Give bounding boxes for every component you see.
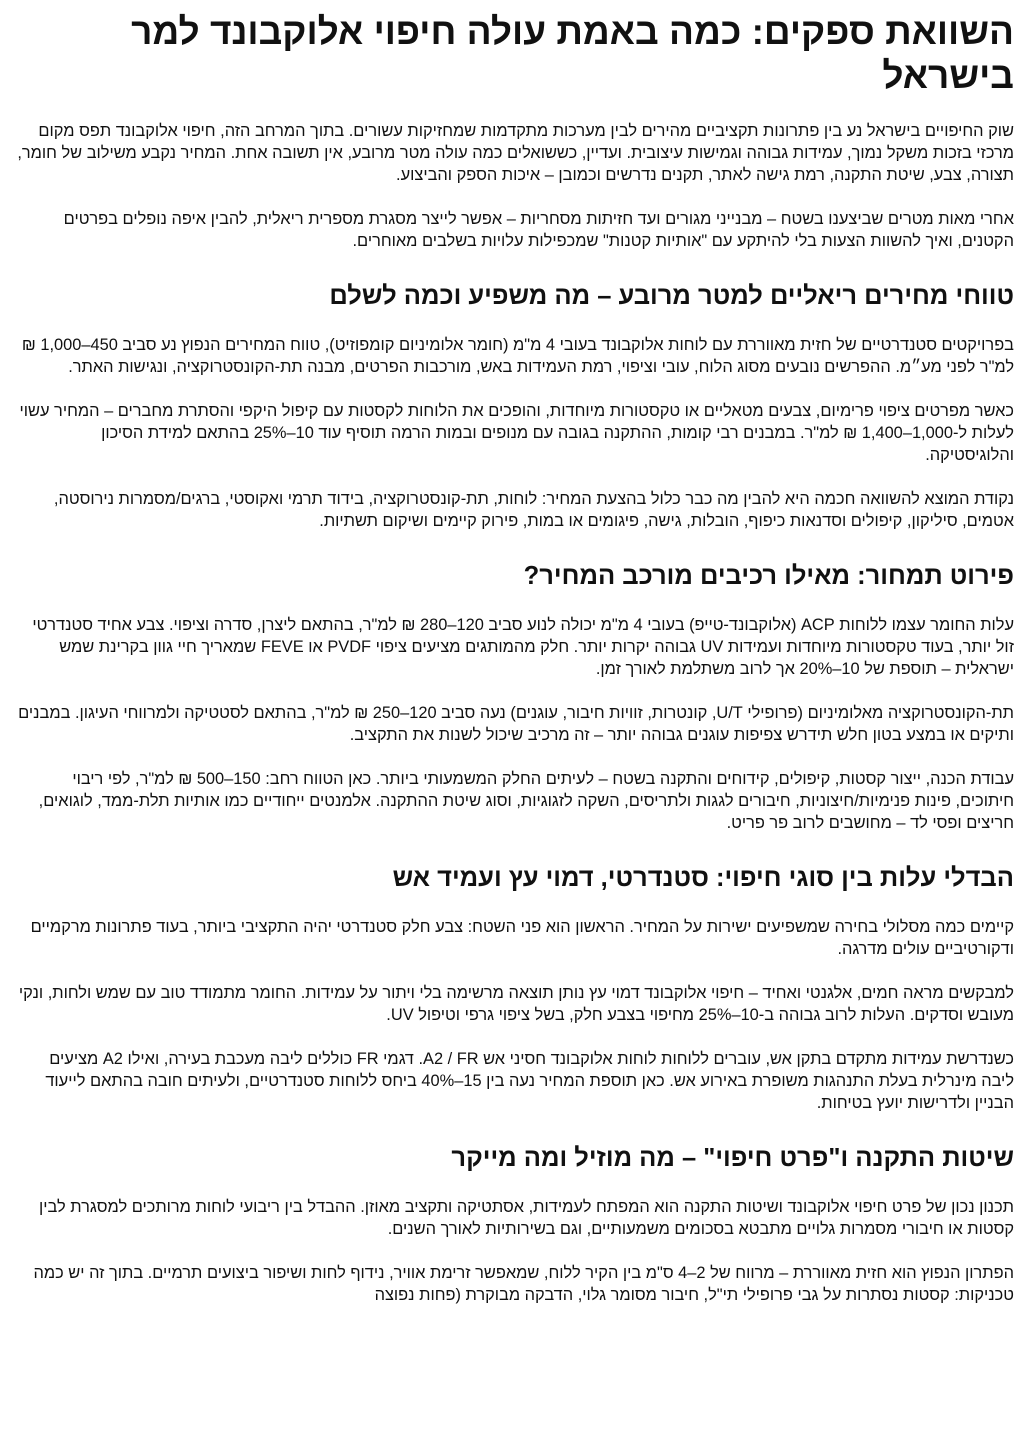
section-heading-installation-methods: שיטות התקנה ו"פרט חיפוי" – מה מוזיל ומה מייקר [451,1144,1014,1172]
section-2-paragraph-3: עבודת הכנה, ייצור קסטות, קיפולים, קידוחים והתקנה בשטח – לעיתים החלק המשמעותי ביותר. כאן הטווח רחב: 150–500 ₪ למ"ר, לפי ריבוי חיתוכים, פינות פנימיות/חיצוניות, חיבורים לגגות ולתריסים, השקה לזגוגיות, וסוג שיטת ההתקנה. אלמנטים ייחודיים כמו אותיות תלת-ממד, לוגואים, חריצים ופסי לד – מחושבים לרוב פר פריט. [38,770,1014,832]
section-heading-cladding-types: הבדלי עלות בין סוגי חיפוי: סטנדרטי, דמוי עץ ועמיד אש [392,864,1014,892]
section-heading-pricing-breakdown: פירוט תמחור: מאילו רכיבים מורכב המחיר? [523,562,1014,590]
section-1-paragraph-3: נקודת המוצא להשוואה חכמה היא להבין מה כבר כלול בהצעת המחיר: לוחות, תת-קונסטרוקציה, בידוד תרמי ואקוסטי, ברגים/מסמרות נירוסטה, אטמים, סיליקון, קיפולים וסדנאות כיפוף, הובלות, גישה, פיגומים או במות, פירוק קיימים ושיקום תשתיות. [53,490,1014,530]
section-3-paragraph-2: למבקשים מראה חמים, אלגנטי ואחיד – חיפוי אלוקבונד דמוי עץ נותן תוצאה מרשימה בלי ויתור על עמידות. החומר מתמודד טוב עם שמש ולחות, ונקי מעובש וסדקים. העלות לרוב גבוהה ב-10–25% מחיפוי בצבע חלק, בשל ציפוי גרפי וטיפול UV. [18,984,1014,1024]
section-heading-price-ranges: טווחי מחירים ריאליים למטר מרובע – מה משפיע וכמה לשלם [329,282,1014,310]
intro-paragraph-1: שוק החיפויים בישראל נע בין פתרונות תקציביים מהירים לבין מערכות מתקדמות שמחזיקות עשורים. בתוך המרחב הזה, חיפוי אלוקבונד תפס מקום מרכזי בזכות משקל נמוך, עמידות גבוהה וגמישות עיצובית. ועדיין, כששואלים כמה עולה מטר מרובע, אין תשובה אחת. המחיר נקבע משילוב של חומר, תצורה, צבע, שיטת התקנה, רמת גישה לאתר, תקנים נדרשים וכמובן – איכות הספק והביצוע. [17,122,1014,184]
section-4-paragraph-2: הפתרון הנפוץ הוא חזית מאווררת – מרווח של 2–4 ס"מ בין הקיר ללוח, שמאפשר זרימת אוויר, נידוף לחות ושיפור ביצועים תרמיים. בתוך זה יש כמה טכניקות: קסטות נסתרות על גבי פרופילי תי"ל, חיבור מסומר גלוי, הדבקה מבוקרת (פחות נפוצה [33,1264,1014,1304]
section-1-paragraph-2: כאשר מפרטים ציפוי פרימיום, צבעים מטאליים או טקסטורות מיוחדות, והופכים את הלוחות לקסטות עם קיפול היקפי והסתרת מחברים – המחיר עשוי לעלות ל-1,000–1,400 ₪ למ"ר. במבנים רבי קומות, ההתקנה בגובה עם מנופים ובמות הרמה תוסיף עוד 10–25% בהתאם למידת הסיכון והלוגיסטיקה. [19,402,1014,464]
intro-paragraph-2: אחרי מאות מטרים שביצענו בשטח – מבנייני מגורים ועד חזיתות מסחריות – אפשר לייצר מסגרת מספרית ריאלית, להבין איפה נופלים בפרטים הקטנים, ואיך להשוות הצעות בלי להיתקע עם "אותיות קטנות" שמכפילות עלויות בשלבים מאוחרים. [63,210,1014,250]
section-2-paragraph-2: תת-הקונסטרוקציה מאלומיניום (פרופילי U/T, קונטרות, זוויות חיבור, עוגנים) נעה סביב 120–250 ₪ למ"ר, בהתאם לסטטיקה ולמרווחי העיגון. במבנים ותיקים או במצע בטון חלש תידרש צפיפות עוגנים גבוהה יותר – זה מרכיב שיכול לשנות את התקציב. [18,704,1014,744]
section-3-paragraph-3: כשנדרשת עמידות מתקדם בתקן אש, עוברים ללוחות לוחות אלוקבונד חסיני אש A2 / FR. דגמי FR כוללים ליבה מעכבת בעירה, ואילו A2 מציעים ליבה מינרלית בעלת התנהגות משופרת באירוע אש. כאן תוספת המחיר נעה בין 15–40% ביחס ללוחות סטנדרטיים, ולעיתים חובה בהתאם לייעוד הבניין ולדרישות יועץ בטיחות. [45,1050,1014,1112]
section-4-paragraph-1: תכנון נכון של פרט חיפוי אלוקבונד ושיטות התקנה הוא המפתח לעמידות, אסתטיקה ותקציב מאוזן. ההבדל בין ריבועי לוחות מרותכים למסגרת לבין קסטות או חיבורי מסמרות גלויים מתבטא בסכומים משמעותיים, וגם בשירותיות לאורך השנים. [39,1198,1014,1238]
section-3-paragraph-1: קיימים כמה מסלולי בחירה שמשפיעים ישירות על המחיר. הראשון הוא פני השטח: צבע חלק סטנדרטי יהיה התקציבי ביותר, בעוד פתרונות מרקמיים ודקורטיביים עולים מדרגה. [30,918,1014,958]
article-title: השוואת ספקים: כמה באמת עולה חיפוי אלוקבונד למר בישראל [131,11,1014,96]
section-2-paragraph-1: עלות החומר עצמו ללוחות ACP (אלוקבונד-טייפ) בעובי 4 מ"מ יכולה לנוע סביב 120–280 ₪ למ"ר, בהתאם ליצרן, סדרה וציפוי. צבע אחיד סטנדרטי זול יותר, בעוד טקסטורות מיוחדות ועמידות UV גבוהה יקרות יותר. חלק מהמותגים מציעים ציפוי PVDF או FEVE שמאריך חיי גוון בקרינת שמש ישראלית – תוספת של 10–20% אך לרוב משתלמת לאורך זמן. [32,616,1014,678]
section-1-paragraph-1: בפרויקטים סטנדרטיים של חזית מאווררת עם לוחות אלוקבונד בעובי 4 מ"מ (חומר אלומיניום קומפוזיט), טווח המחירים הנפוץ נע סביב 450–1,000 ₪ למ"ר לפני מע״מ. ההפרשים נובעים מסוג הלוח, עובי וציפוי, רמת העמידות באש, מורכבות הפרטים, מבנה תת-הקונסטרוקציה, ונגישות האתר. [21,336,1014,376]
